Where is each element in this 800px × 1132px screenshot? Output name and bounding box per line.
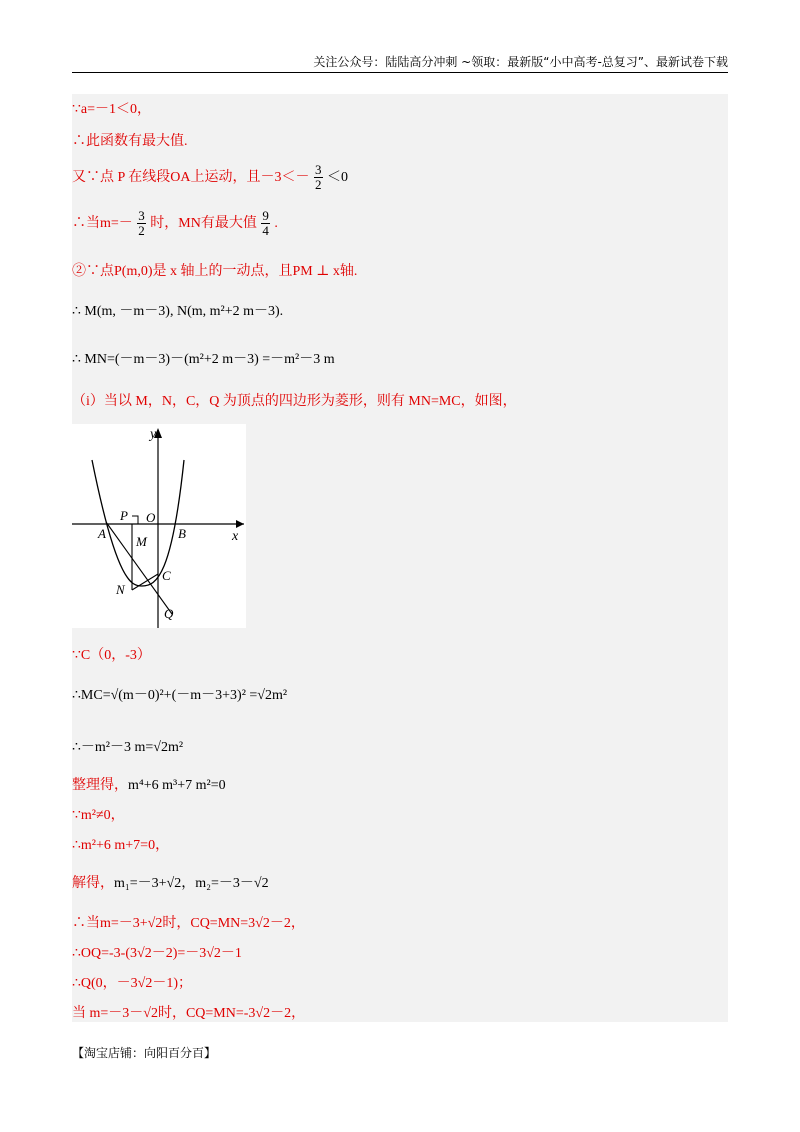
line-4-mid: 时，MN有最大值 — [150, 216, 257, 231]
line-15-eq: m₁=－3+√2，m₂=－3－√2 — [114, 876, 269, 891]
label-m: M — [136, 534, 147, 549]
label-c: C — [162, 568, 171, 583]
page-footer: 【淘宝店铺：向阳百分百】 — [72, 1046, 217, 1060]
line-9: ∵C（0，-3） — [72, 648, 151, 663]
line-16: ∴当m=－3+√2时，CQ=MN=3√2－2， — [72, 916, 305, 931]
line-3 — [72, 160, 348, 196]
line-19: 当 m=－3－√2时，CQ=MN=-3√2－2， — [72, 1006, 306, 1021]
label-n: N — [116, 582, 125, 597]
line-14: ∴m²+6 m+7=0， — [72, 838, 170, 853]
line-3-tail: ＜0 — [327, 170, 348, 185]
page-header: 关注公众号：陆陆高分冲刺 ~领取：最新版“小中高考-总复习”、最新试卷下载 — [72, 52, 728, 73]
line-2: ∴此函数有最大值. — [72, 134, 188, 149]
label-a: A — [98, 526, 106, 541]
label-o: O — [146, 510, 156, 525]
line-13: ∵m²≠0， — [72, 808, 125, 823]
line-8: （i）当以 M，N，C，Q 为顶点的四边形为菱形，则有 MN=MC，如图， — [72, 394, 517, 409]
label-q: Q — [164, 606, 174, 621]
fraction-9-4: $\frac{9}{4}$ — [262, 208, 269, 239]
label-p: P — [120, 508, 128, 523]
fraction-3-2-b: $\frac{3}{2}$ — [138, 208, 145, 239]
right-angle-mark — [132, 516, 138, 524]
line-4 — [72, 206, 278, 242]
line-3-text: 又∵点 P 在线段OA上运动，且－3＜－ — [72, 170, 310, 185]
line-1: ∵a=－1＜0， — [72, 102, 152, 117]
parabola-figure — [72, 424, 246, 628]
line-4-text: ∴当m=－ — [72, 216, 133, 231]
line-15 — [72, 872, 269, 892]
label-x: x — [232, 529, 239, 544]
line-12-eq: m⁴+6 m³+7 m²=0 — [128, 778, 226, 793]
line-18: ∴Q(0，－3√2－1)； — [72, 976, 193, 991]
line-12 — [72, 774, 226, 794]
fraction-3-2: $\frac{3}{2}$ — [315, 162, 322, 193]
line-6: ∴ M(m, －m－3), N(m, m²+2 m－3). — [72, 304, 284, 319]
line-4-tail: . — [274, 216, 278, 231]
line-12-label: 整理得， — [72, 778, 128, 793]
line-11: ∴－m²－3 m=√2m² — [72, 740, 184, 755]
line-10: ∴MC=√(m－0)²+(－m－3+3)² =√2m² — [72, 688, 288, 703]
line-5: ②∵点P(m,0)是 x 轴上的一动点，且PM ⊥ x轴. — [72, 264, 358, 279]
line-15-label: 解得， — [72, 876, 114, 891]
figure-svg — [72, 424, 246, 628]
x-axis-arrow — [236, 520, 244, 528]
label-b: B — [178, 526, 186, 541]
line-17: ∴OQ=-3-(3√2－2)=－3√2－1 — [72, 946, 242, 961]
line-7: ∴ MN=(－m－3)－(m²+2 m－3) =－m²－3 m — [72, 352, 335, 367]
label-y: y — [150, 427, 157, 442]
